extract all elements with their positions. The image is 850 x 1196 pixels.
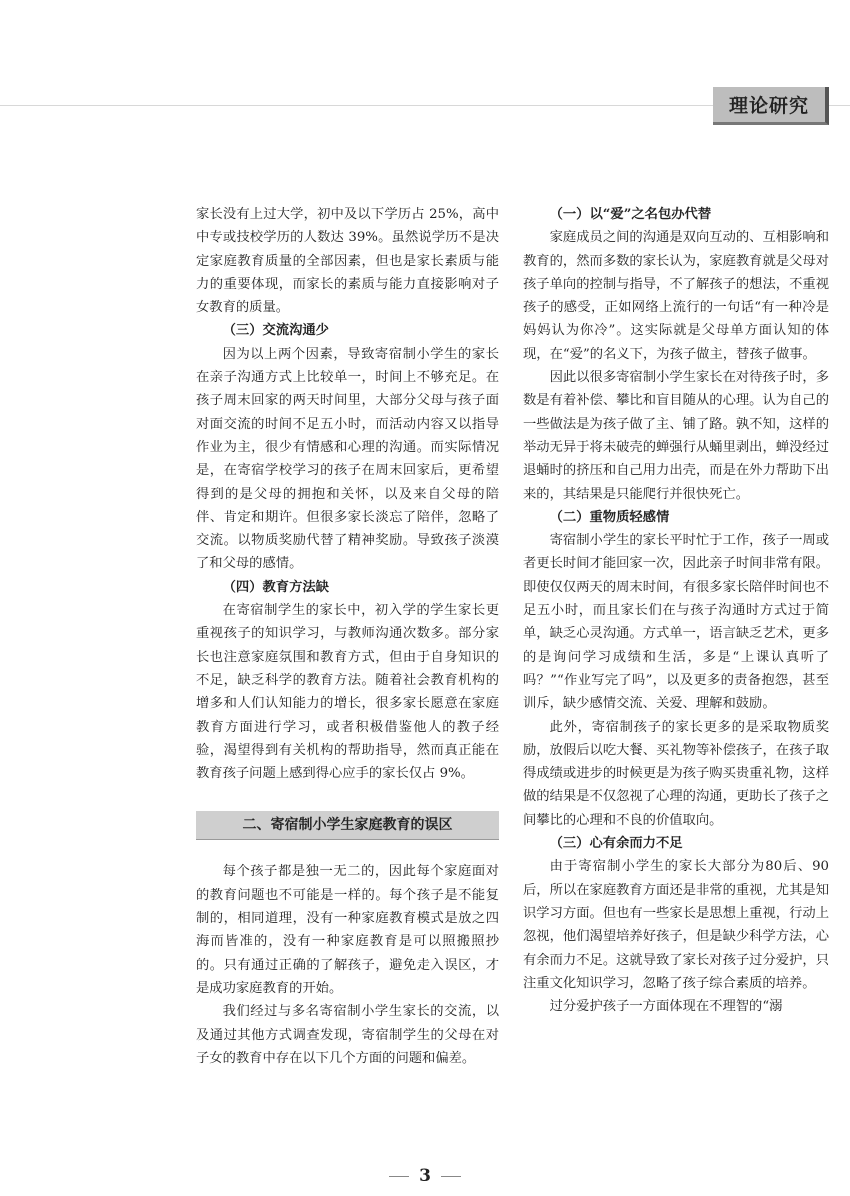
section-tag: 理论研究 [713, 87, 829, 125]
footer-dash-right [441, 1176, 461, 1177]
paragraph: 家庭成员之间的沟通是双向互动的、互相影响和教育的，然而多数的家长认为，家庭教育就是父母对孩子单向的控制与指导，不了解孩子的想法，不重视孩子的感受，正如网络上流行的一句话“有一种冷是妈妈认为你冷”。这实际就是父母单方面认知的体现，在“爱”的名义下，为孩子做主，替孩子做事。 [523, 230, 829, 362]
footer-dash-left [389, 1176, 409, 1177]
section-heading: 二、寄宿制小学生家庭教育的误区 [196, 811, 499, 840]
paragraph: 我们经过与多名寄宿制小学生家长的交流，以及通过其他方式调查发现，寄宿制学生的父母在对子女的教育中存在以下几个方面的问题和偏差。 [196, 1004, 499, 1066]
paragraph: 此外，寄宿制孩子的家长更多的是采取物质奖励，放假后以吃大餐、买礼物等补偿孩子，在孩子取得成绩或进步的时候更是为孩子购买贵重礼物，这样做的结果是不仅忽视了心理的沟通，更助长了孩子之间攀比的心理和不良的价值取向。 [523, 719, 829, 828]
subheading: （三）心有余而力不足 [549, 836, 683, 852]
subheading: （三）交流沟通少 [222, 323, 329, 339]
paragraph: 因为以上两个因素，导致寄宿制小学生的家长在亲子沟通方式上比较单一，时间上不够充足。在孩子周末回家的两天时间里，大部分父母与孩子面对面交流的时间不足五小时，而活动内容又以指导作业为主，很少有情感和心理的沟通。而实际情况是，在寄宿学校学习的孩子在周末回家后，更希望得到的是父母的拥抱和关怀，以及来自父母的陪伴、肯定和期许。但很多家长淡忘了陪伴，忽略了交流。以物质奖励代替了精神奖励。导致孩子淡漠了和父母的感情。 [196, 346, 499, 572]
subheading: （四）教育方法缺 [222, 579, 329, 595]
paragraph: 每个孩子都是独一无二的，因此每个家庭面对的教育问题也不可能是一样的。每个孩子是不能复制的，相同道理，没有一种家庭教育模式是放之四海而皆准的，没有一种家庭教育是可以照搬照抄的。只有通过正确的了解孩子，避免走入误区，才是成功家庭教育的开始。 [196, 864, 499, 996]
page-footer [0, 1166, 850, 1186]
paragraph: 因此以很多寄宿制小学生家长在对待孩子时，多数是有着补偿、攀比和盲目随从的心理。认为自己的一些做法是为孩子做了主、铺了路。孰不知，这样的举动无异于将未破壳的蝉强行从蛹里剥出，蝉没经过退蛹时的挤压和自己用力出壳，而是在外力帮助下出来的，其结果是只能爬行并很快死亡。 [523, 370, 829, 502]
paragraph: 家长没有上过大学，初中及以下学历占 25%，高中中专或技校学历的人数达 39%。虽然说学历不是决定家庭教育质量的全部因素，但也是家长素质与能力的重要体现，而家长的素质与能力直接影响对子女教育的质量。 [196, 207, 499, 316]
paragraph: 在寄宿制学生的家长中，初入学的学生家长更重视孩子的知识学习，与教师沟通次数多。部分家长也注意家庭氛围和教育方式，但由于自身知识的不足，缺乏科学的教育方法。随着社会教育机构的增多和人们认知能力的增长，很多家长愿意在家庭教育方面进行学习，或者积极借鉴他人的教子经验，渴望得到有关机构的帮助指导，然而真正能在教育孩子问题上感到得心应手的家长仅占 9%。 [196, 603, 499, 782]
paragraph: 由于寄宿制小学生的家长大部分为80后、90后，所以在家庭教育方面还是非常的重视，尤其是知识学习方面。但也有一些家长是思想上重视，行动上忽视，他们渴望培养好孩子，但是缺少科学方法，心有余而力不足。这就导致了家长对孩子过分爱护，只注重文化知识学习，忽略了孩子综合素质的培养。 [523, 859, 829, 991]
subheading: （一）以“爱”之名包办代替 [549, 207, 712, 222]
subheading: （二）重物质轻感情 [549, 509, 670, 525]
paragraph: 过分爱护孩子一方面体现在不理智的“溺 [549, 999, 783, 1015]
right-column [523, 203, 829, 1018]
paragraph: 寄宿制小学生的家长平时忙于工作，孩子一周或者更长时间才能回家一次，因此亲子时间非常有限。即使仅仅两天的周末时间，有很多家长陪伴时间也不足五小时，而且家长们在与孩子沟通时方式过于简单，缺乏心灵沟通。方式单一，语言缺乏艺术，更多的是询问学习成绩和生活，多是“上课认真听了吗？”“作业写完了吗”，以及更多的责备抱怨，甚至训斥，缺少感情交流、关爱、理解和鼓励。 [523, 533, 829, 712]
left-column [196, 203, 499, 1070]
page-number: 3 [419, 1166, 431, 1186]
